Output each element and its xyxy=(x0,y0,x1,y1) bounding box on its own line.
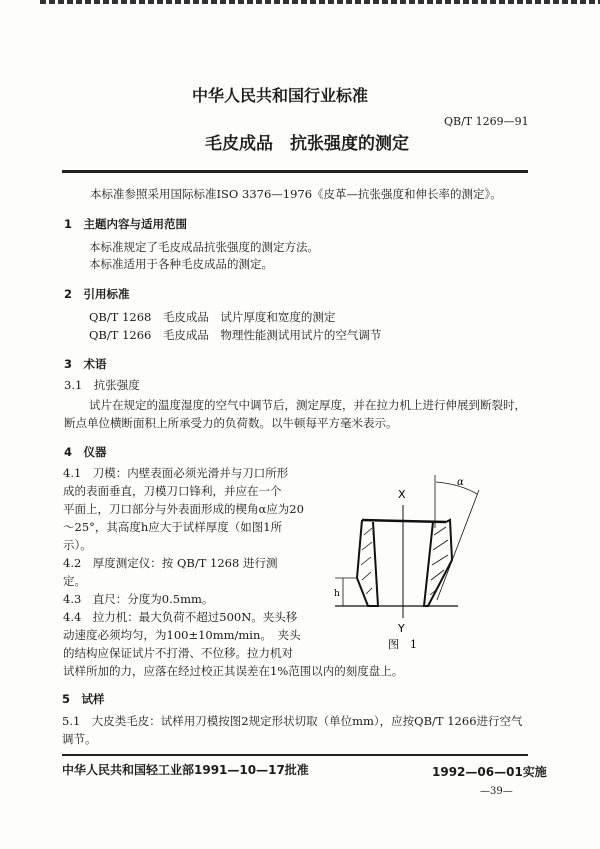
s3-line: 试片在规定的温度湿度的空气中调节后，测定厚度，并在拉力机上进行伸展到断裂时， xyxy=(89,398,526,412)
s4-line: 4.4 拉力机：最大负荷不超过500N。夹头移 xyxy=(63,610,298,624)
reference-item: QB/T 1268 毛皮成品 试片厚度和宽度的测定 xyxy=(89,310,336,324)
section-4-heading: 4 仪器 xyxy=(64,445,107,459)
section-1-heading: 1 主题内容与适用范围 xyxy=(64,217,188,231)
s3-line: 断点单位横断面积上所承受力的负荷数。以牛顿每平方毫米表示。 xyxy=(64,416,398,430)
effective-date: 1992—06—01实施 xyxy=(432,765,547,779)
standard-number: QB/T 1269—91 xyxy=(444,115,529,128)
approval-text: 中华人民共和国轻工业部1991—10—17批准 xyxy=(62,763,309,777)
s5-line: 调节。 xyxy=(62,732,97,746)
s4-line: 试样所加的力，应落在经过校正其误差在1%范围以内的刻度盘上。 xyxy=(63,664,404,678)
axis-x-label: X xyxy=(398,488,406,501)
s4-line: 定。 xyxy=(63,574,86,588)
section-5-heading: 5 试样 xyxy=(62,692,105,706)
s1-line: 本标准适用于各种毛皮成品的测定。 xyxy=(89,257,273,271)
subsection-3-1: 3.1 抗张强度 xyxy=(64,378,140,392)
reference-item: QB/T 1266 毛皮成品 物理性能测试用试片的空气调节 xyxy=(89,328,382,342)
s4-line: 4.2 厚度测定仪：按 QB/T 1268 进行测 xyxy=(63,556,278,570)
document-title: 毛皮成品 抗张强度的测定 xyxy=(205,134,409,154)
s4-line: 4.3 直尺：分度为0.5mm。 xyxy=(63,592,214,606)
org-title: 中华人民共和国行业标准 xyxy=(192,86,369,105)
axis-y-label: Y xyxy=(398,622,405,635)
section-2-heading: 2 引用标准 xyxy=(64,287,130,301)
s4-line: 动速度必须均匀，为100±10mm/min。 夹头 xyxy=(63,628,301,642)
intro-text: 本标准参照采用国际标准ISO 3376—1976《皮革—抗张强度和伸长率的测定》。 xyxy=(90,187,502,201)
footer-rule xyxy=(62,754,528,756)
s4-line: 的结构应保证试片不打滑、不位移。拉力机对 xyxy=(63,646,293,660)
s4-line: 平面上，刀口部分与外表面形成的楔角α应为20 xyxy=(63,502,304,516)
figure-caption: 图 1 xyxy=(388,638,417,651)
page-number: —39— xyxy=(480,786,513,797)
alpha-label: α xyxy=(457,477,464,488)
s4-line: 示）。 xyxy=(63,538,92,552)
s5-line: 5.1 大皮类毛皮：试样用刀模按图2规定形状切取（单位mm），应按QB/T 1266进行空气 xyxy=(62,714,523,728)
s4-line: 4.1 刀模：内壁表面必须光滑并与刀口所形 xyxy=(63,466,289,480)
s1-line: 本标准规定了毛皮成品抗张强度的测定方法。 xyxy=(89,240,319,254)
s4-line: 成的表面垂直，刀模刀口锋利，并应在一个 xyxy=(63,484,282,498)
h-label: h xyxy=(334,589,340,599)
section-3-heading: 3 术语 xyxy=(64,357,107,371)
s4-line: ～25°，其高度h应大于试样厚度（如图1所 xyxy=(63,520,283,534)
